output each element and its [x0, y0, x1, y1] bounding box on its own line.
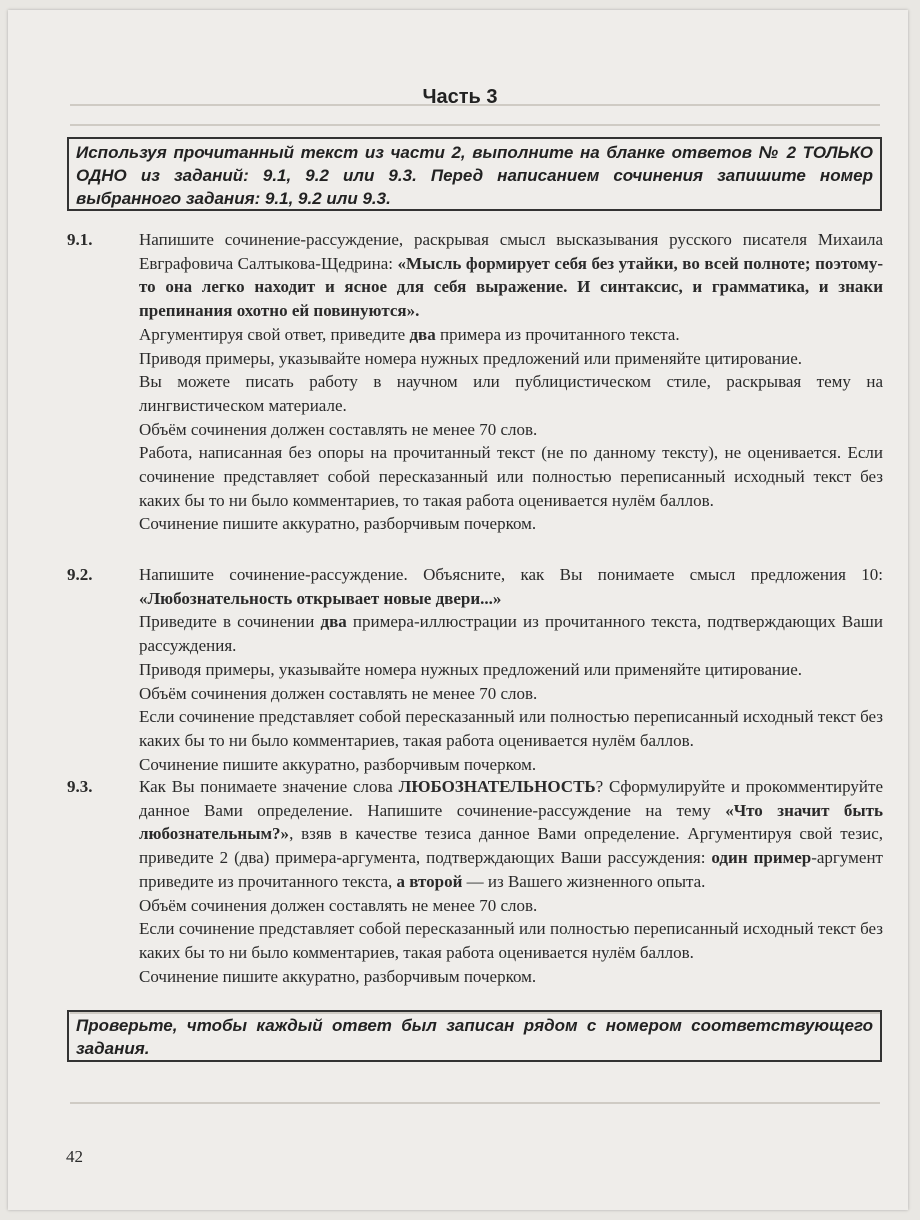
text-run: Сочинение пишите аккуратно, разборчивым почерком. [139, 754, 537, 774]
footer-note-box [67, 1010, 882, 1062]
text-run: Если сочинение представляет собой пересказанный или полностью переписанный исходный текст без каких бы то ни было комментариев, такая работа оценивается нулём баллов. [139, 707, 883, 750]
bold-run: а второй [396, 871, 463, 891]
task-9-1 [67, 228, 883, 536]
task-paragraph [139, 418, 883, 442]
task-body [139, 228, 883, 536]
bold-run: один пример [711, 848, 812, 868]
text-run: Сочинение пишите аккуратно, разборчивым почерком. [139, 966, 537, 986]
text-run: Объём сочинения должен составлять не менее 70 слов. [139, 895, 538, 915]
task-paragraph [139, 682, 883, 706]
task-paragraph [139, 512, 883, 536]
instruction-text: Используя прочитанный текст из части 2, выполните на бланке ответов № 2 ТОЛЬКО ОДНО из заданий: 9.1, 9.2 или 9.3. Перед написанием сочинения запишите номер выбранного задания: 9.1, 9.2 или 9.3. [76, 143, 873, 208]
text-run: Приводя примеры, указывайте номера нужных предложений или применяйте цитирование. [139, 348, 803, 368]
task-9-3 [67, 775, 883, 988]
task-paragraph [139, 347, 883, 371]
text-run: Объём сочинения должен составлять не менее 70 слов. [139, 419, 538, 439]
task-paragraph [139, 323, 883, 347]
text-run: примера-иллюстрации из прочитанного текста, подтверждающих Ваши рассуждения. [139, 612, 883, 656]
task-9-2 [67, 563, 883, 776]
task-paragraph [139, 441, 883, 512]
text-run: Объём сочинения должен составлять не менее 70 слов. [139, 683, 538, 703]
text-run: ? Сформулируйте и прокомментируйте данное Вами определение. Напишите сочинение-рассуждение на тему [139, 777, 883, 820]
task-number: 9.1. [67, 230, 93, 249]
text-run: Аргументируя свой ответ, приведите [139, 324, 410, 344]
task-paragraph [139, 610, 883, 657]
text-run: Работа, написанная без опоры на прочитанный текст (не по данному тексту), не оценивается. Если сочинение представляет собой пересказанный или полностью переписанный исходный текст без каких бы то ни было комментариев, то такая работа оценивается нулём баллов. [139, 443, 883, 510]
task-paragraph [139, 228, 883, 323]
text-run: Приведите в сочинении [139, 612, 321, 632]
text-run: Приводя примеры, указывайте номера нужных предложений или применяйте цитирование. [139, 659, 803, 679]
page-number: 42 [66, 1147, 83, 1166]
instruction-box [67, 137, 882, 211]
task-number: 9.2. [67, 565, 93, 584]
task-paragraph [139, 563, 883, 610]
footer-note-text: Проверьте, чтобы каждый ответ был записан рядом с номером соответствующего задания. [76, 1016, 873, 1058]
task-body [139, 563, 883, 776]
task-paragraph [139, 894, 883, 918]
bold-run: ЛЮБОЗНАТЕЛЬНОСТЬ [398, 777, 596, 796]
task-paragraph [139, 775, 883, 894]
text-run: примера из прочитанного текста. [435, 324, 680, 344]
bleed-through-line [70, 124, 880, 126]
text-run: Сочинение пишите аккуратно, разборчивым почерком. [139, 514, 537, 534]
task-paragraph [139, 705, 883, 752]
bold-run: «Мысль формирует себя без утайки, во всей полноте; поэтому-то она легко находит и ясное для себя выражение. И синтаксис, и грамматика, и знаки препинания охотно ей повинуются». [139, 253, 883, 321]
text-run: -аргумент приведите из прочитанного текста, [139, 848, 883, 891]
task-paragraph [139, 917, 883, 964]
bold-run: два [320, 612, 347, 632]
text-run: Как Вы понимаете значение слова [139, 777, 399, 796]
page-title: Часть 3 [422, 86, 498, 108]
task-paragraph [139, 753, 883, 777]
text-run: Напишите сочинение-рассуждение. Объясните, как Вы понимаете смысл предложения 10: [139, 565, 883, 584]
text-run: Если сочинение представляет собой пересказанный или полностью переписанный исходный текст без каких бы то ни было комментариев, такая работа оценивается нулём баллов. [139, 919, 883, 962]
text-run: Напишите сочинение-рассуждение, раскрывая смысл высказывания русского писателя Михаила Евграфовича Салтыкова-Щедрина: [139, 230, 883, 273]
bold-run: два [409, 324, 436, 344]
task-paragraph [139, 965, 883, 989]
task-paragraph [139, 370, 883, 417]
task-body [139, 775, 883, 988]
bleed-through-line [70, 1102, 880, 1104]
bold-run: «Что значит быть любознательным?» [139, 800, 883, 844]
bold-run: «Любознательность открывает новые двери...» [139, 588, 502, 608]
text-run: — из Вашего жизненного опыта. [462, 871, 706, 891]
text-run: , взяв в качестве тезиса данное Вами определение. Аргументируя свой тезис, приведите 2 (два) примера-аргумента, подтверждающих Ваши рассуждения: [139, 824, 883, 868]
text-run: Вы можете писать работу в научном или публицистическом стиле, раскрывая тему на лингвистическом материале. [139, 372, 883, 415]
task-paragraph [139, 658, 883, 682]
task-number: 9.3. [67, 777, 93, 796]
